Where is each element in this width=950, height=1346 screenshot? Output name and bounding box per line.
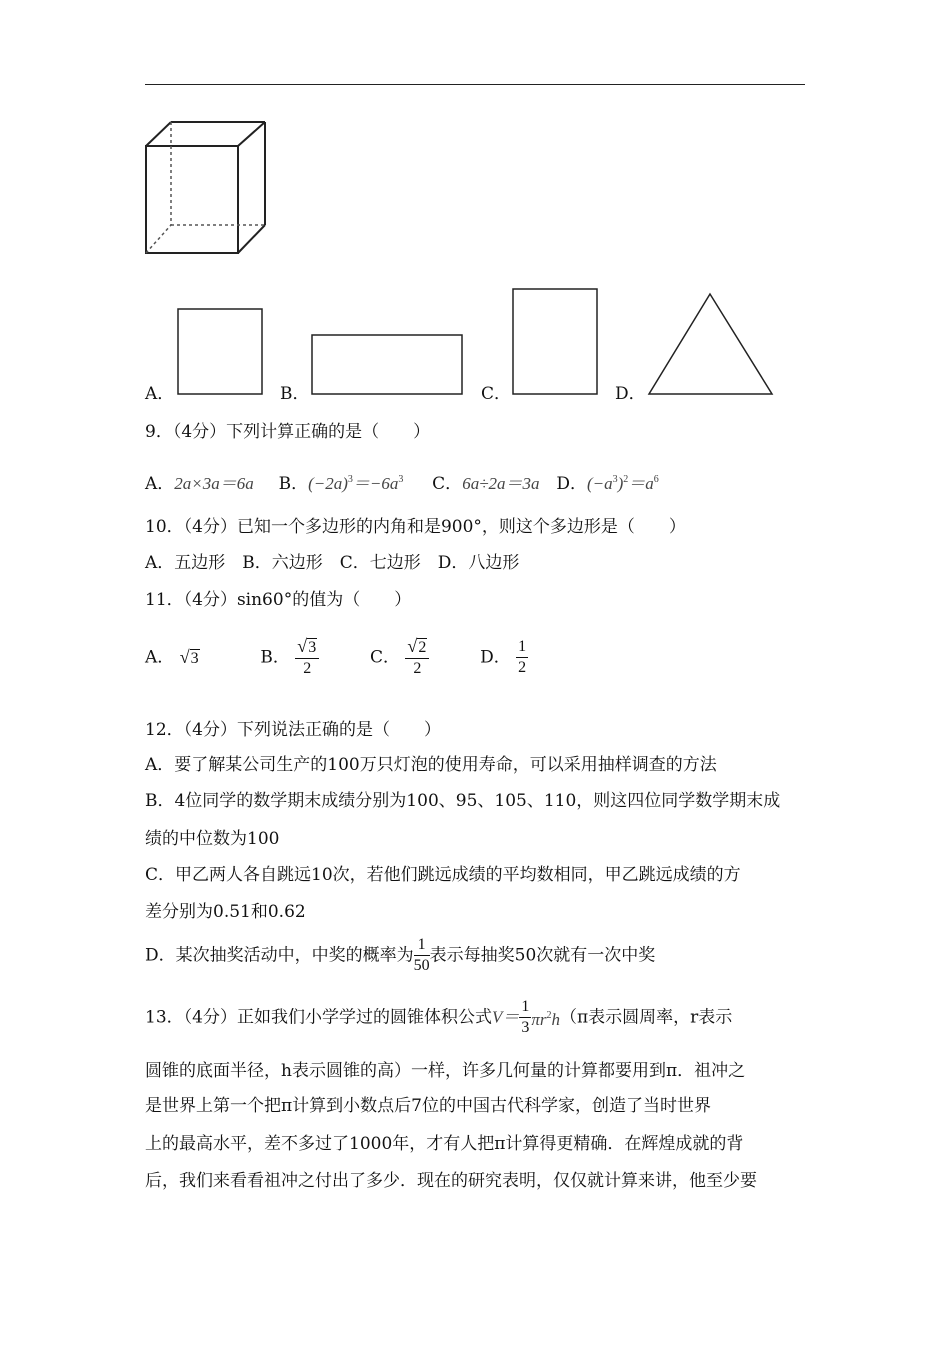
q9-c-expr: 6a÷2a＝3a	[462, 474, 540, 493]
option-d-label: D．	[615, 384, 646, 404]
q11-b-fraction: $\frac{√3}{2}$	[295, 636, 319, 679]
q13-line3: 是世界上第一个把π计算到小数点后7位的中国古代科学家，创造了当时世界	[145, 1096, 711, 1116]
q9-b-exp: 3	[347, 474, 353, 485]
q12-option-b-line1: B．4位同学的数学期末成绩分别为100、95、105、110，则这四位同学数学期末成	[145, 791, 781, 811]
q9-d-label: D．	[556, 474, 587, 494]
q12-option-b-line2: 绩的中位数为100	[145, 829, 280, 849]
option-b-label: B．	[280, 384, 310, 404]
q9-b-label: B．	[278, 474, 309, 494]
q12-option-c-line2: 差分别为0.51和0.62	[145, 902, 306, 922]
q13-line1: 13．（4分）正如我们小学学过的圆锥体积公式V＝ $\frac{1}{3}$ $\pi r^2h(\pi$表示圆周率，r表示	[145, 998, 733, 1036]
q9-d-expr: (−a	[586, 474, 613, 493]
q9-a-label: A．	[145, 474, 175, 494]
q9-d-rhs-exp: 6	[653, 474, 659, 485]
q9-stem: 9．（4分）下列计算正确的是（ ）	[145, 422, 431, 442]
q12-option-c-line1: C．甲乙两人各自跳远10次，若他们跳远成绩的平均数相同，甲乙跳远成绩的方	[145, 865, 741, 885]
q9-d-inner-exp: 3	[612, 474, 618, 485]
q11-options	[145, 636, 528, 686]
q11-a-radical: √3	[179, 646, 199, 667]
q9-b-rhs: ＝−6a	[352, 474, 399, 493]
q10-stem: 10．（4分）已知一个多边形的内角和是900°，则这个多边形是（ ）	[145, 517, 686, 537]
q11-stem: 11．（4分）sin60°的值为（ ）	[145, 590, 412, 610]
q9-c-label: C．	[432, 474, 463, 494]
q9-d-rhs: ＝a	[628, 474, 654, 493]
q9-options	[145, 469, 659, 495]
q13-fraction: $\frac{1}{3}$	[521, 998, 530, 1036]
q9-b-base: (−2a)	[308, 474, 348, 493]
q11-c-label: C．	[370, 647, 401, 668]
q11-a-label: A．	[145, 647, 175, 668]
q11-c-fraction: $\frac{√2}{2}$	[405, 636, 429, 679]
option-c-label: C．	[481, 384, 512, 404]
q12-stem: 12．（4分）下列说法正确的是（ ）	[145, 720, 441, 740]
q13-line4: 上的最高水平，差不多过了1000年，才有人把π计算得更精确．在辉煌成就的背	[145, 1134, 744, 1154]
q11-d-fraction: $\frac{1}{2}$	[518, 638, 527, 676]
q9-b-rhs-exp: 3	[398, 474, 404, 485]
option-a-label: A．	[145, 384, 175, 404]
q9-a-expr: 2a×3a＝6a	[174, 474, 254, 493]
q13-line5: 后，我们来看看祖冲之付出了多少．现在的研究表明，仅仅就计算来讲，他至少要	[145, 1171, 757, 1191]
q9-d-close: )	[617, 474, 624, 493]
q10-options: A．五边形 B．六边形 C．七边形 D．八边形	[145, 553, 520, 573]
q13-line2: 圆锥的底面半径，h表示圆锥的高）一样，许多几何量的计算都要用到π．祖冲之	[145, 1061, 746, 1081]
q9-d-exp: 2	[623, 474, 629, 485]
q12-d-fraction: $\frac{1}{50}$	[413, 936, 430, 974]
q12-option-a: A．要了解某公司生产的100万只灯泡的使用寿命，可以采用抽样调查的方法	[145, 755, 717, 775]
q11-d-label: D．	[480, 647, 511, 668]
q11-b-label: B．	[260, 647, 290, 668]
q12-option-d: D．某次抽奖活动中，中奖的概率为 $\frac{1}{50}$ 表示每抽奖50次就有一次中奖	[145, 936, 656, 974]
